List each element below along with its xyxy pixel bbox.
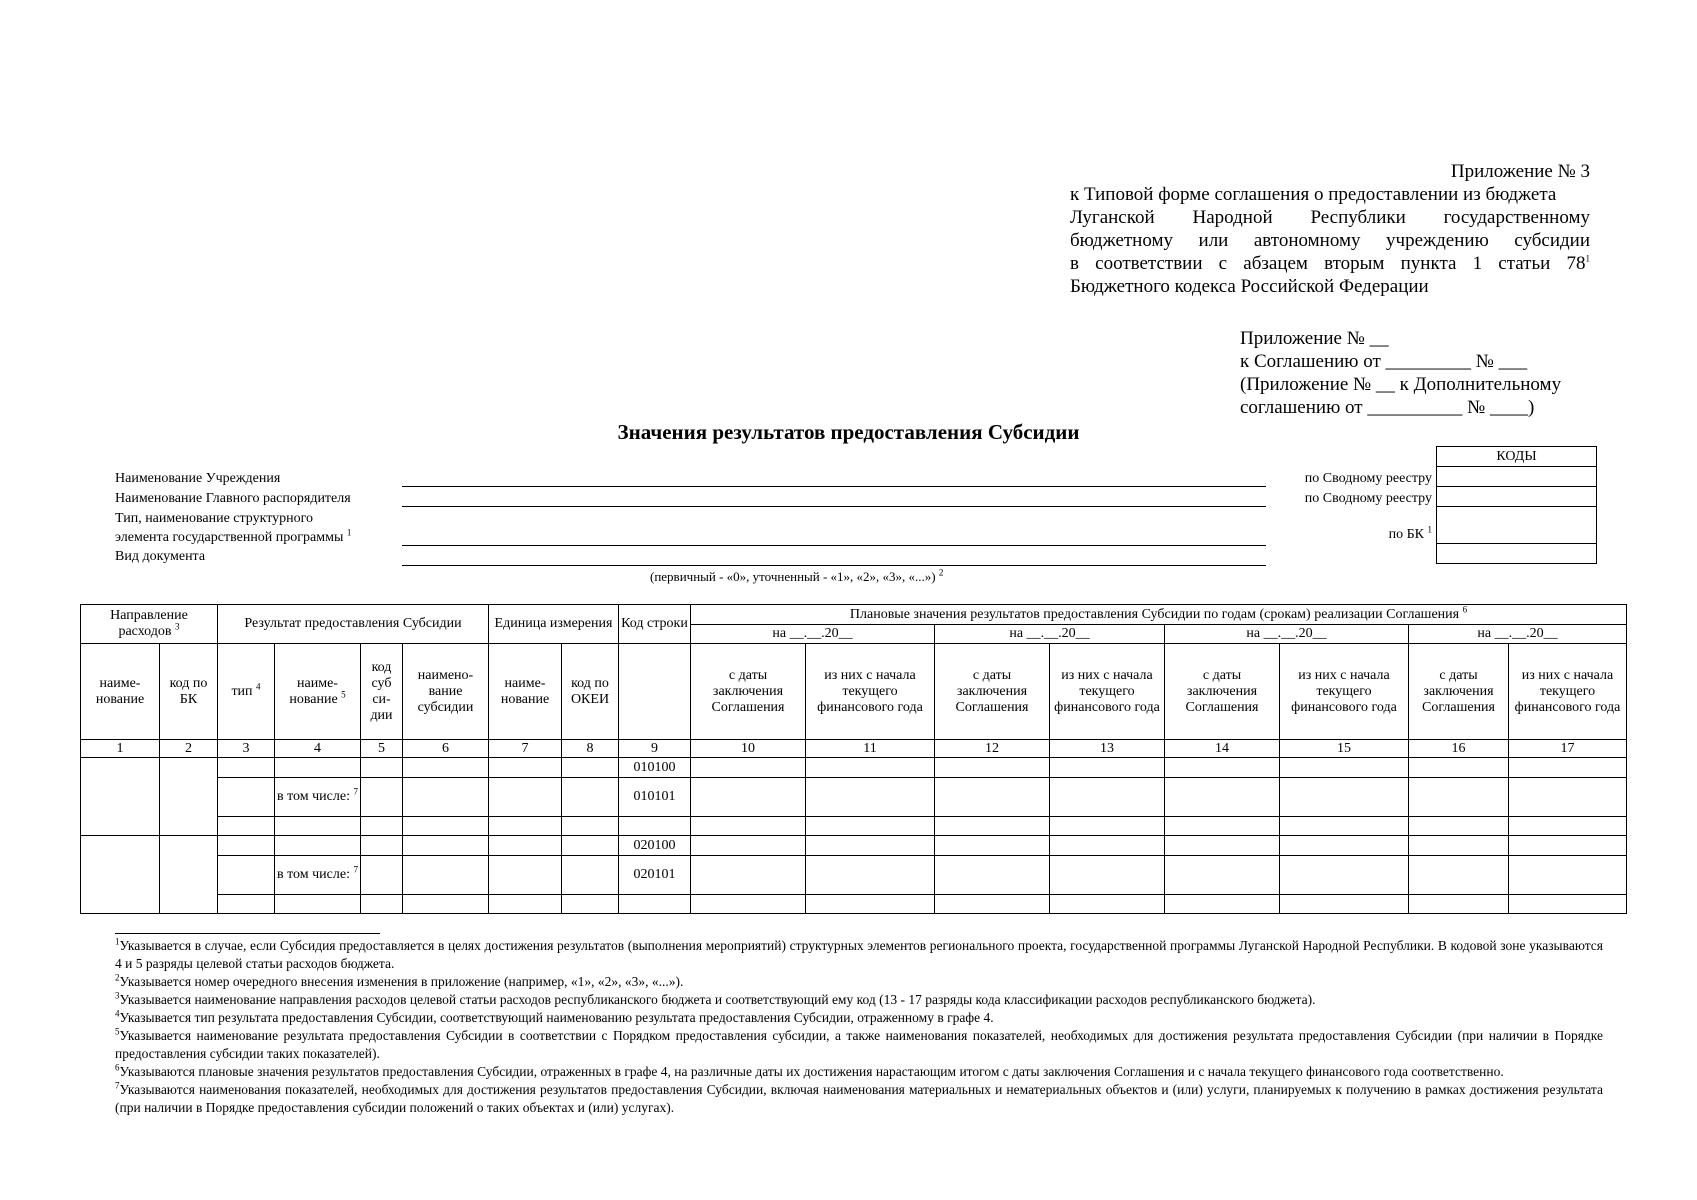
col-header: код по ОКЕИ xyxy=(562,644,619,740)
data-cell[interactable] xyxy=(275,836,361,856)
institution-label: Наименование Учреждения xyxy=(115,471,281,486)
col-number: 17 xyxy=(1509,740,1627,758)
annex-line: к Типовой форме соглашения о предоставлении из бюджета xyxy=(1070,184,1557,205)
row-code: 010100 xyxy=(619,758,691,778)
data-cell[interactable] xyxy=(361,817,403,836)
agreement-line: к Соглашению от _________ № ___ xyxy=(1240,351,1528,372)
data-cell[interactable] xyxy=(806,817,935,836)
table-row xyxy=(81,895,1627,914)
data-cell[interactable] xyxy=(1050,817,1165,836)
data-cell[interactable] xyxy=(691,856,806,895)
planned-header: Плановые значения результатов предоставления Субсидии по годам (срокам) реализации Соглашения $^6$ xyxy=(691,605,1627,625)
data-cell[interactable] xyxy=(81,758,160,836)
data-cell[interactable] xyxy=(1409,817,1509,836)
data-cell[interactable] xyxy=(1280,836,1409,856)
col-number: 9 xyxy=(619,740,691,758)
col-number: 16 xyxy=(1409,740,1509,758)
footnote: $^7$Указываются наименования показателей, необходимых для достижения результатов предоставления Субсидии, включая наименования материальных и нематериальных объектов и (или) услуги, планируемых к получению в рамках достижения результата (при наличии в Порядке предоставления субсидии положений о таких объектах и (или) услугах). xyxy=(115,1080,1603,1115)
agreement-line: Приложение № __ xyxy=(1240,328,1389,349)
data-cell[interactable] xyxy=(1280,817,1409,836)
table-row xyxy=(81,856,1627,895)
data-cell[interactable] xyxy=(1509,836,1627,856)
data-cell[interactable] xyxy=(806,895,935,914)
col-number: 15 xyxy=(1280,740,1409,758)
data-cell[interactable] xyxy=(1165,856,1280,895)
data-cell[interactable] xyxy=(935,836,1050,856)
doc-type-label: Вид документа xyxy=(115,549,206,564)
data-cell[interactable] xyxy=(403,758,489,778)
annex-title: Приложение № 3 xyxy=(1450,161,1590,182)
data-cell[interactable] xyxy=(1409,778,1509,817)
data-cell[interactable] xyxy=(1509,895,1627,914)
data-cell[interactable] xyxy=(562,778,619,817)
data-cell[interactable] xyxy=(1050,856,1165,895)
data-cell[interactable] xyxy=(489,856,562,895)
data-cell[interactable] xyxy=(361,778,403,817)
data-cell[interactable] xyxy=(1409,895,1509,914)
data-cell[interactable] xyxy=(403,817,489,836)
footnotes xyxy=(115,937,1603,1117)
col-number: 13 xyxy=(1050,740,1165,758)
col-header: наиме-нование xyxy=(489,644,562,740)
data-cell[interactable] xyxy=(81,836,160,914)
data-cell[interactable] xyxy=(1165,836,1280,856)
data-cell[interactable] xyxy=(218,778,275,817)
row-code-header: Код строки xyxy=(619,605,691,644)
col-number-row xyxy=(81,740,1627,758)
col-header: из них с начала текущего финансового года xyxy=(806,644,935,740)
data-cell[interactable] xyxy=(403,856,489,895)
data-cell[interactable] xyxy=(218,895,275,914)
data-cell[interactable] xyxy=(806,836,935,856)
data-cell[interactable] xyxy=(489,817,562,836)
col-number: 4 xyxy=(275,740,361,758)
data-cell[interactable] xyxy=(1409,856,1509,895)
col-header: с даты заключения Соглашения xyxy=(691,644,806,740)
data-cell[interactable] xyxy=(361,895,403,914)
code-cell[interactable] xyxy=(1437,467,1597,487)
data-cell[interactable] xyxy=(1409,758,1509,778)
data-cell[interactable] xyxy=(1280,758,1409,778)
table-row xyxy=(81,758,1627,778)
direction-header: Направление расходов $^3$ xyxy=(81,605,218,644)
data-cell[interactable] xyxy=(1509,856,1627,895)
data-cell[interactable] xyxy=(361,836,403,856)
data-cell[interactable] xyxy=(562,895,619,914)
data-cell[interactable] xyxy=(1409,836,1509,856)
data-cell[interactable] xyxy=(218,758,275,778)
data-cell[interactable] xyxy=(806,758,935,778)
period-header: на __.__.20__ xyxy=(1409,625,1627,644)
row-code: 010101 xyxy=(619,778,691,817)
annex-line: бюджетному или автономному учреждению субсидии xyxy=(1070,230,1590,251)
document-title: Значения результатов предоставления Субсидии xyxy=(617,420,1080,444)
col-number: 14 xyxy=(1165,740,1280,758)
data-cell[interactable] xyxy=(806,856,935,895)
data-cell[interactable] xyxy=(806,778,935,817)
col-number: 12 xyxy=(935,740,1050,758)
data-cell[interactable] xyxy=(218,817,275,836)
col-number: 3 xyxy=(218,740,275,758)
data-cell[interactable] xyxy=(218,836,275,856)
agreement-line: соглашению от __________ № ____) xyxy=(1240,397,1535,418)
col-header: код суб си-дии xyxy=(361,644,403,740)
col-header: с даты заключения Соглашения xyxy=(1165,644,1280,740)
including-label: в том числе: $^7$ xyxy=(275,778,361,817)
footnote: $^1$Указывается в случае, если Субсидия предоставляется в целях достижения результатов (выполнения мероприятий) структурных элементов регионального проекта, государственной программы Луганской Народной Республики. В кодовой зоне указываются 4 и 5 разряды целевой статьи расходов бюджета. xyxy=(115,936,1603,971)
col-header: код по БК xyxy=(160,644,218,740)
data-cell[interactable] xyxy=(1165,758,1280,778)
data-cell[interactable] xyxy=(275,895,361,914)
data-cell[interactable] xyxy=(1050,895,1165,914)
data-cell[interactable] xyxy=(935,778,1050,817)
table-row xyxy=(81,778,1627,817)
data-cell[interactable] xyxy=(218,856,275,895)
data-cell[interactable] xyxy=(489,836,562,856)
col-header xyxy=(619,644,691,740)
unit-header: Единица измерения xyxy=(489,605,619,644)
data-cell[interactable] xyxy=(1165,778,1280,817)
footnote: $^4$Указывается тип результата предоставления Субсидии, соответствующий наименованию результата предоставления Субсидии, отраженному в графе 4. xyxy=(115,1008,994,1025)
col-number: 2 xyxy=(160,740,218,758)
period-header: на __.__.20__ xyxy=(935,625,1165,644)
data-cell[interactable] xyxy=(403,895,489,914)
data-cell[interactable] xyxy=(403,836,489,856)
data-cell[interactable] xyxy=(935,817,1050,836)
col-header: наиме-нование $^5$ xyxy=(275,644,361,740)
data-cell[interactable] xyxy=(562,836,619,856)
col-header: с даты заключения Соглашения xyxy=(1409,644,1509,740)
data-cell[interactable] xyxy=(562,856,619,895)
data-cell[interactable] xyxy=(361,856,403,895)
data-cell[interactable] xyxy=(1165,895,1280,914)
col-header: из них с начала текущего финансового года xyxy=(1050,644,1165,740)
data-cell[interactable] xyxy=(403,778,489,817)
data-cell[interactable] xyxy=(1050,836,1165,856)
annex-line: Луганской Народной Республики государственному xyxy=(1070,207,1590,228)
col-header: с даты заключения Соглашения xyxy=(935,644,1050,740)
footnote: $^3$Указывается наименование направления расходов целевой статьи расходов республиканского бюджета и соответствующий ему код (13 - 17 разряды кода классификации расходов республиканского бюджета). xyxy=(115,990,1316,1007)
data-cell[interactable] xyxy=(691,895,806,914)
data-cell[interactable] xyxy=(935,895,1050,914)
data-cell[interactable] xyxy=(691,758,806,778)
agreement-reference xyxy=(1240,327,1640,419)
codes-header: КОДЫ xyxy=(1437,447,1597,467)
code-cell[interactable] xyxy=(1437,487,1597,507)
program-element-field[interactable] xyxy=(402,545,1266,546)
doc-type-hint: (первичный - «0», уточненный - «1», «2», «3», «...») $^2$ xyxy=(650,567,944,584)
data-cell[interactable] xyxy=(691,836,806,856)
data-cell[interactable] xyxy=(275,817,361,836)
col-number: 1 xyxy=(81,740,160,758)
data-cell[interactable] xyxy=(1280,778,1409,817)
footnote: $^5$Указывается наименование результата предоставления Субсидии в соответствии с Порядком предоставления субсидии, а также наименования показателей, необходимых для достижения результата предоставления Субсидии (при наличии в Порядке предоставления субсидии таких показателей). xyxy=(115,1026,1603,1061)
data-cell[interactable] xyxy=(935,856,1050,895)
col-number: 6 xyxy=(403,740,489,758)
data-cell[interactable] xyxy=(691,778,806,817)
data-cell[interactable] xyxy=(691,817,806,836)
program-element-label: Тип, наименование структурного xyxy=(115,511,314,526)
data-cell[interactable] xyxy=(1050,758,1165,778)
period-header: на __.__.20__ xyxy=(1165,625,1409,644)
data-cell[interactable] xyxy=(1050,778,1165,817)
code-cell[interactable] xyxy=(1437,507,1597,544)
main-manager-field[interactable] xyxy=(402,506,1266,507)
data-cell[interactable] xyxy=(489,778,562,817)
codes-box xyxy=(1436,446,1597,564)
data-cell[interactable] xyxy=(489,758,562,778)
col-header: наимено-вание субсидии xyxy=(403,644,489,740)
col-header: наиме-нование xyxy=(81,644,160,740)
col-number: 10 xyxy=(691,740,806,758)
annex-header xyxy=(1070,160,1590,298)
bk-label: по БК $^1$ xyxy=(1388,524,1432,542)
footnote-separator xyxy=(115,933,380,934)
col-number: 7 xyxy=(489,740,562,758)
data-cell[interactable] xyxy=(1509,758,1627,778)
results-table xyxy=(80,604,1627,914)
data-cell[interactable] xyxy=(160,758,218,836)
data-cell[interactable] xyxy=(1280,895,1409,914)
col-header: из них с начала текущего финансового года xyxy=(1280,644,1409,740)
including-label: в том числе: $^7$ xyxy=(275,856,361,895)
registry-label: по Сводному реестру xyxy=(1304,491,1432,506)
agreement-line: (Приложение № __ к Дополнительному xyxy=(1240,374,1562,395)
annex-line: Бюджетного кодекса Российской Федерации xyxy=(1070,276,1429,297)
result-header: Результат предоставления Субсидии xyxy=(218,605,489,644)
data-cell[interactable] xyxy=(275,758,361,778)
footnote: $^2$Указывается номер очередного внесения изменения в приложение (например, «1», «2», «3», «...»). xyxy=(115,972,684,989)
registry-label: по Сводному реестру xyxy=(1304,471,1432,486)
doc-type-field[interactable] xyxy=(402,565,1266,566)
col-header: из них с начала текущего финансового года xyxy=(1509,644,1627,740)
code-cell[interactable] xyxy=(1437,544,1597,564)
data-cell[interactable] xyxy=(562,817,619,836)
col-number: 5 xyxy=(361,740,403,758)
data-cell[interactable] xyxy=(489,895,562,914)
data-cell[interactable] xyxy=(1165,817,1280,836)
col-number: 8 xyxy=(562,740,619,758)
data-cell[interactable] xyxy=(1509,778,1627,817)
table-row xyxy=(81,817,1627,836)
table-row xyxy=(81,836,1627,856)
main-manager-label: Наименование Главного распорядителя xyxy=(115,491,351,506)
col-number: 11 xyxy=(806,740,935,758)
row-code: 020101 xyxy=(619,856,691,895)
annex-line: в соответствии с абзацем вторым пункта 1 статьи $78^1$ xyxy=(1070,253,1590,274)
period-header: на __.__.20__ xyxy=(691,625,935,644)
data-cell[interactable] xyxy=(562,758,619,778)
institution-field[interactable] xyxy=(402,486,1266,487)
row-code xyxy=(619,895,691,914)
col-header: тип $^4$ xyxy=(218,644,275,740)
data-cell[interactable] xyxy=(1280,856,1409,895)
program-element-label: элемента государственной программы $^1$ xyxy=(115,527,352,545)
data-cell[interactable] xyxy=(160,836,218,914)
data-cell[interactable] xyxy=(935,758,1050,778)
footnote: $^6$Указываются плановые значения результатов предоставления Субсидии, отраженных в графе 4, на различные даты их достижения нарастающим итогом с даты заключения Соглашения и с начала текущего финансового года соответственно. xyxy=(115,1062,1504,1079)
data-cell[interactable] xyxy=(361,758,403,778)
row-code xyxy=(619,817,691,836)
data-cell[interactable] xyxy=(1509,817,1627,836)
row-code: 020100 xyxy=(619,836,691,856)
